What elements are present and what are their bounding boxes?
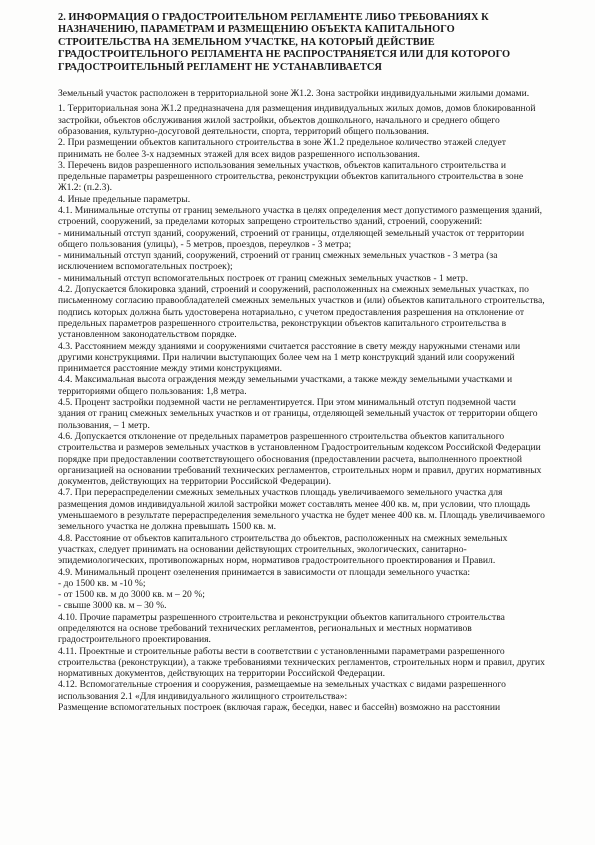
paragraph: 4.5. Процент застройки подземной части не регламентируется. При этом минимальный отступ подземной части здания от границ смежных земельных участков и от границы, отделяющей земельный участок от территории общего пользования, – 1 метр. — [58, 397, 538, 431]
paragraph: 4.7. При перераспределении смежных земельных участков площадь увеличиваемого земельного участка для размещения домов индивидуальной жилой застройки может составлять менее 400 кв. м, при условии, что площадь уменьшаемого в результате перераспределения земельного участка не будет менее 400 кв. м. Площадь увеличиваемого земельного участка не должна превышать 1500 кв. м. — [58, 487, 545, 533]
paragraph: - свыше 3000 кв. м – 30 %. — [58, 600, 167, 612]
paragraph: 4.11. Проектные и строительные работы вести в соответствии с установленными параметрами разрешенного строительства (реконструкции), а также требованиями технических регламентов, строительных норм и правил, других нормативных документов, действующих на территории Российской Федерации. — [58, 645, 545, 680]
section-heading: 2. ИНФОРМАЦИЯ О ГРАДОСТРОИТЕЛЬНОМ РЕГЛАМЕНТЕ ЛИБО ТРЕБОВАНИЯХ К НАЗНАЧЕНИЮ, ПАРАМЕТРАМ И РАЗМЕЩЕНИЮ ОБЪЕКТА КАПИТАЛЬНОГО СТРОИТЕЛЬСТВА НА ЗЕМЕЛЬНОМ УЧАСТКЕ, НА КОТОРЫЙ ДЕЙСТВИЕ ГРАДОСТРОИТЕЛЬНОГО РЕГЛАМЕНТА НЕ РАСПРОСТРАНЯЕТСЯ ИЛИ ДЛЯ КОТОРОГО ГРАДОСТРОИТЕЛЬНЫЙ РЕГЛАМЕНТ НЕ УСТАНАВЛИВАЕТСЯ — [58, 12, 511, 73]
paragraph: 4. Иные предельные параметры. — [58, 193, 191, 205]
paragraph: - минимальный отступ зданий, сооружений, строений от границы, отделяющей земельный участок от территории общего пользования (улицы), - 5 метров, проездов, переулков - 3 метра; — [58, 227, 525, 250]
paragraph: 4.2. Допускается блокировка зданий, строений и сооружений, расположенных на смежных земельных участках, по письменному согласию правообладателей смежных земельных участков и (или) объектов капитального строительства, подпись которых должна быть удостоверена нотариально, с учетом предоставления разрешения на отклонение от предельных параметров разрешенного строительства, реконструкции объектов капитального строительства в установленном законодательством порядке. — [58, 284, 545, 341]
paragraph: - до 1500 кв. м -10 %; — [58, 577, 146, 589]
paragraph: - минимальный отступ зданий, сооружений, строений от границ смежных земельных участков - 3 метра (за исключением вспомогательных построек); — [58, 250, 498, 273]
paragraph: 1. Территориальная зона Ж1.2 предназначена для размещения индивидуальных жилых домов, домов блокированной застройки, объектов обслуживания жилой застройки, объектов дошкольного, начального и среднего общего образования, культурно-досуговой деятельности, спорта, территорий общего пользования. — [58, 103, 536, 137]
paragraph: 4.1. Минимальные отступы от границ земельного участка в целях определения мест допустимого размещения зданий, строений, сооружений, за пределами которых запрещено строительство зданий, строений, сооружений: — [58, 205, 542, 228]
paragraph: 4.4. Максимальная высота ограждения между земельными участками, а также между земельными участками и территориями общего пользования: 1,8 метра. — [58, 374, 513, 397]
paragraph: 4.10. Прочие параметры разрешенного строительства и реконструкции объектов капитального строительства определяются на основе требований технических регламентов, региональных и местных нормативов градостроительного проектирования. — [58, 611, 505, 646]
paragraph: Земельный участок расположен в территориальной зоне Ж1.2. Зона застройки индивидуальными жилыми домами. — [58, 88, 530, 100]
document-body — [58, 88, 545, 713]
paragraph: 4.6. Допускается отклонение от предельных параметров разрешенного строительства объектов капитального строительства и размеров земельных участков в установленном Градостроительным кодексом Российской Федерации порядке при предоставлении соответствующего обоснования (предоставлении расчета, выполненного проектной организацией на основании требований технических регламентов, строительных норм и правил, других нормативных документов, действующих на территории Российской Федерации). — [58, 430, 542, 488]
paragraph: 4.12. Вспомогательные строения и сооружения, размещаемые на земельных участках с видами разрешенного использования 2.1 «Для индивидуального жилищного строительства»: — [58, 679, 506, 702]
paragraph: 4.8. Расстояние от объектов капитального строительства до объектов, расположенных на смежных земельных участках, следует принимать на основании действующих строительных, экологических, санитарно-эпидемиологических, противопожарных норм, нормативов градостроительного проектирования и Правил. — [58, 532, 508, 567]
paragraph: 4.3. Расстоянием между зданиями и сооружениями считается расстояние в свету между наружными стенами или другими конструкциями. При наличии выступающих более чем на 1 метр конструкций зданий или сооружений принимается расстояние между этими конструкциями. — [58, 340, 521, 375]
paragraph: 3. Перечень видов разрешенного использования земельных участков, объектов капитального строительства и предельные параметры разрешенного строительства, реконструкции объектов капитального строительства в зоне Ж1.2: (п.2.3). — [58, 159, 524, 194]
paragraph: - минимальный отступ вспомогательных построек от границ смежных земельных участков - 1 метр. — [58, 272, 468, 284]
paragraph: Размещение вспомогательных построек (включая гараж, беседки, навес и бассейн) возможно на расстоянии — [58, 702, 501, 714]
paragraph: 4.9. Минимальный процент озеленения принимается в зависимости от площади земельного участка: — [58, 566, 471, 578]
paragraph: 2. При размещении объектов капитального строительства в зоне Ж1.2 предельное количество этажей следует принимать не более 3-х надземных этажей для всех видов разрешенного использования. — [58, 137, 506, 160]
paragraph: - от 1500 кв. м до 3000 кв. м – 20 %; — [58, 589, 205, 601]
